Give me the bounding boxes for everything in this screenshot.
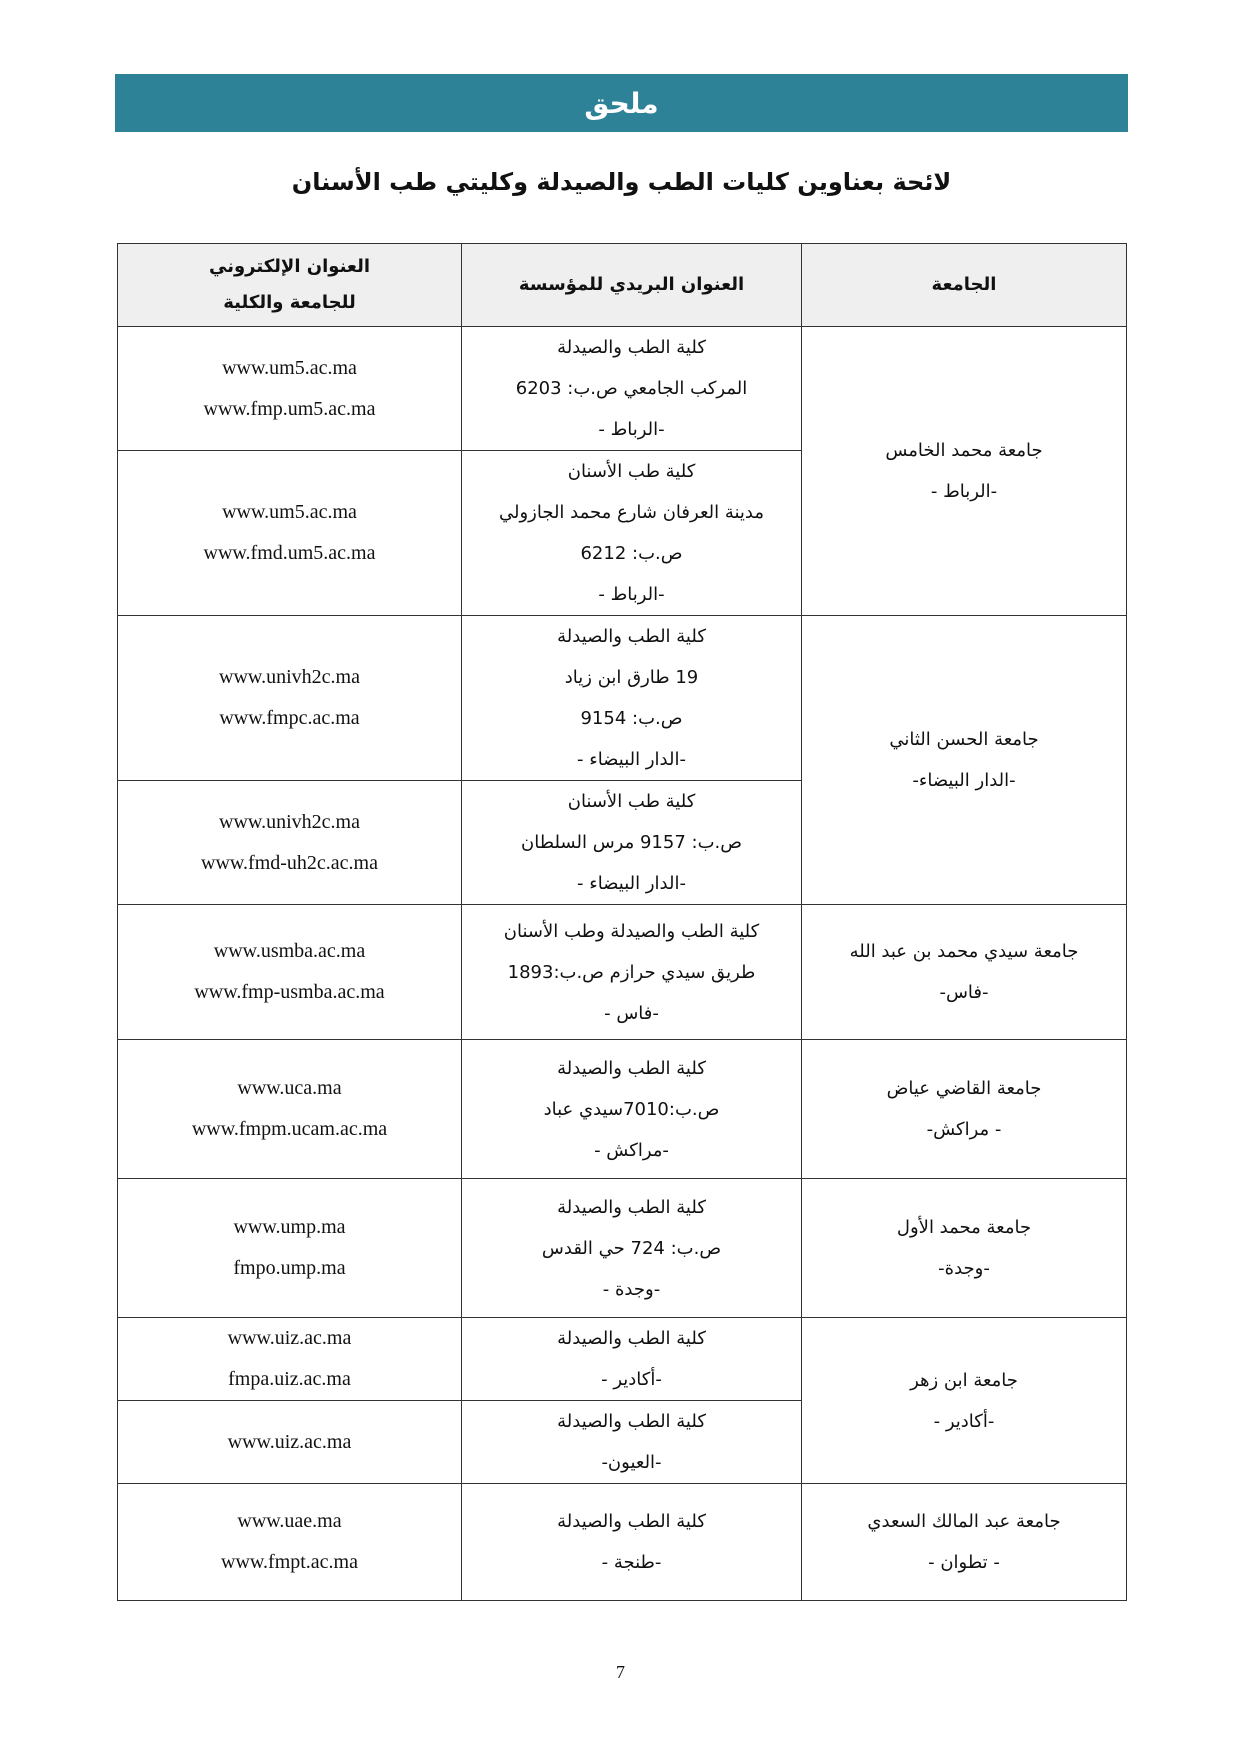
table-row (118, 327, 1127, 451)
web-link[interactable]: www.fmd-uh2c.ac.ma (201, 851, 378, 874)
university-name: جامعة القاضي عياض (886, 1078, 1042, 1099)
web-link[interactable]: www.uiz.ac.ma (227, 1327, 352, 1349)
postal-line: كلية الطب والصيدلة (557, 1511, 706, 1532)
postal-line: كلية الطب والصيدلة (557, 1196, 706, 1218)
postal-line: كلية الطب والصيدلة وطب الأسنان (503, 920, 760, 942)
postal-cell (462, 616, 802, 781)
university-cell (802, 327, 1127, 616)
university-cell (802, 1179, 1127, 1318)
column-header-web (118, 244, 462, 327)
postal-cell (462, 327, 802, 451)
postal-cell (462, 1040, 802, 1179)
column-header-university: الجامعة (802, 244, 1127, 327)
web-link[interactable]: www.uiz.ac.ma (227, 1430, 352, 1453)
postal-line: طريق سيدي حرازم ص.ب:1893 (507, 961, 756, 983)
web-link[interactable]: www.fmp-usmba.ac.ma (194, 981, 385, 1003)
university-name: جامعة ابن زهر (910, 1369, 1018, 1391)
postal-line: 19 طارق ابن زياد (564, 667, 699, 688)
web-cell (118, 781, 462, 905)
postal-cell (462, 1401, 802, 1484)
table-row (118, 1484, 1127, 1601)
web-cell (118, 1401, 462, 1484)
postal-line: -الرباط - (598, 584, 665, 605)
web-cell (118, 1318, 462, 1401)
university-city: - مراكش- (926, 1119, 1002, 1140)
postal-cell (462, 1179, 802, 1318)
postal-line: -فاس - (604, 1002, 659, 1024)
web-cell (118, 1040, 462, 1179)
column-header-web-line: العنوان الإلكتروني (208, 256, 371, 277)
table-header-row (118, 244, 1127, 327)
table-row (118, 616, 1127, 781)
postal-line: ص.ب: 724 حي القدس (541, 1237, 722, 1259)
postal-cell (462, 451, 802, 616)
university-cell (802, 1318, 1127, 1484)
university-name: جامعة عبد المالك السعدي (867, 1511, 1061, 1532)
postal-cell (462, 1318, 802, 1401)
table-row (118, 1040, 1127, 1179)
university-cell (802, 1484, 1127, 1601)
table-row (118, 1318, 1127, 1401)
web-link[interactable]: www.fmpc.ac.ma (219, 707, 360, 729)
postal-cell (462, 1484, 802, 1601)
page-title: لائحة بعناوين كليات الطب والصيدلة وكليتي طب الأسنان (291, 168, 952, 196)
postal-line: -الدار البيضاء - (577, 749, 686, 770)
page-number: 7 (616, 1662, 625, 1682)
web-link[interactable]: www.uae.ma (237, 1510, 342, 1532)
table-row (118, 905, 1127, 1040)
postal-line: ص.ب:7010سيدي عباد (543, 1098, 720, 1120)
column-header-postal: العنوان البريدي للمؤسسة (462, 244, 802, 327)
postal-line: -أكادير - (601, 1369, 662, 1390)
postal-line: كلية الطب والصيدلة (557, 1411, 706, 1432)
postal-line: كلية الطب والصيدلة (557, 626, 706, 647)
postal-line: كلية الطب والصيدلة (557, 1328, 706, 1349)
web-cell (118, 1179, 462, 1318)
web-cell (118, 451, 462, 616)
web-link[interactable]: www.um5.ac.ma (222, 356, 357, 379)
web-link[interactable]: www.fmd.um5.ac.ma (203, 542, 376, 564)
postal-line: -الرباط - (598, 419, 665, 440)
postal-line: المركب الجامعي ص.ب: 6203 (515, 378, 748, 399)
university-city: -فاس- (939, 982, 989, 1003)
university-name: جامعة سيدي محمد بن عبد الله (849, 941, 1079, 962)
postal-line: ص.ب: 6212 (580, 543, 683, 564)
web-link[interactable]: www.usmba.ac.ma (213, 940, 366, 962)
web-link[interactable]: www.uca.ma (237, 1077, 342, 1099)
university-name: جامعة الحسن الثاني (889, 729, 1039, 750)
postal-line: كلية طب الأسنان (567, 461, 696, 482)
web-link[interactable]: www.fmpm.ucam.ac.ma (191, 1118, 388, 1140)
postal-line: ص.ب: 9154 (580, 708, 683, 729)
postal-line: -العيون- (601, 1452, 662, 1473)
university-city: -الرباط - (930, 481, 998, 502)
postal-line: كلية طب الأسنان (567, 791, 696, 812)
web-link[interactable]: www.univh2c.ma (219, 810, 360, 833)
postal-line: كلية الطب والصيدلة (557, 1057, 706, 1079)
university-city: -الدار البيضاء- (912, 770, 1016, 791)
university-city: -أكادير - (933, 1410, 995, 1432)
postal-line: كلية الطب والصيدلة (557, 337, 706, 358)
university-cell (802, 616, 1127, 905)
postal-line: -مراكش - (594, 1139, 669, 1161)
postal-line: -طنجة - (601, 1552, 662, 1573)
web-link[interactable]: fmpa.uiz.ac.ma (228, 1368, 351, 1390)
web-cell (118, 616, 462, 781)
table-row (118, 1179, 1127, 1318)
annex-banner (115, 74, 1128, 132)
web-cell (118, 327, 462, 451)
university-cell (802, 905, 1127, 1040)
university-name: جامعة محمد الأول (896, 1217, 1032, 1238)
column-header-web-line: للجامعة والكلية (223, 292, 356, 313)
web-link[interactable]: www.um5.ac.ma (222, 501, 357, 523)
annex-title: ملحق (584, 86, 659, 120)
web-cell (118, 905, 462, 1040)
faculty-address-table (117, 243, 1127, 1601)
university-cell (802, 1040, 1127, 1179)
web-link[interactable]: www.fmpt.ac.ma (221, 1551, 358, 1573)
university-city: -وجدة- (938, 1258, 990, 1279)
web-link[interactable]: fmpo.ump.ma (233, 1257, 346, 1279)
postal-line: مدينة العرفان شارع محمد الجازولي (498, 502, 765, 523)
web-link[interactable]: www.fmp.um5.ac.ma (203, 397, 376, 420)
postal-cell (462, 781, 802, 905)
university-city: - تطوان - (928, 1552, 1000, 1573)
web-cell (118, 1484, 462, 1601)
postal-cell (462, 905, 802, 1040)
postal-line: ص.ب: 9157 مرس السلطان (521, 832, 742, 853)
postal-line: -الدار البيضاء - (577, 873, 686, 894)
postal-line: -وجدة - (602, 1278, 661, 1300)
web-link[interactable]: www.ump.ma (233, 1216, 346, 1238)
web-link[interactable]: www.univh2c.ma (219, 666, 360, 688)
university-name: جامعة محمد الخامس (885, 440, 1043, 461)
